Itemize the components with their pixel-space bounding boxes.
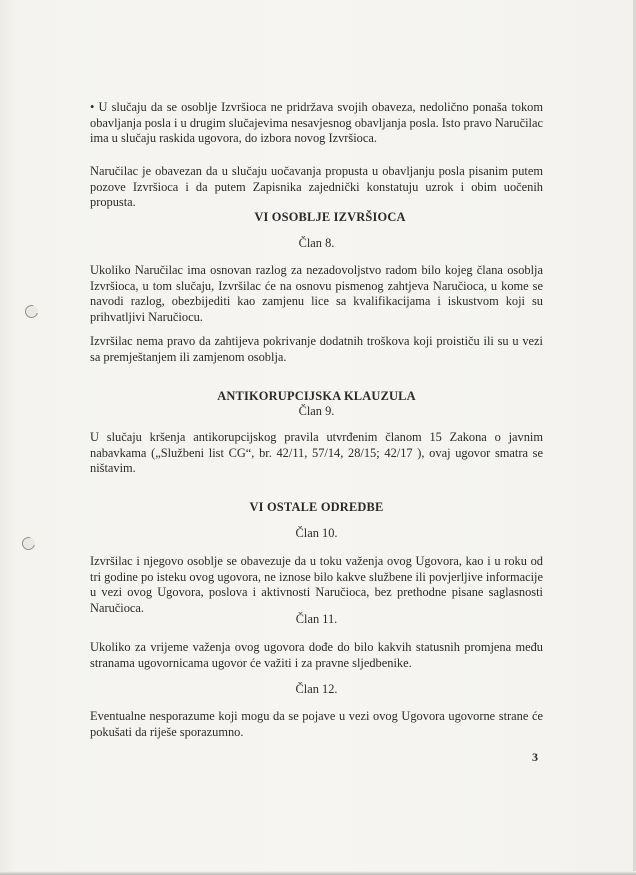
article-8-title: Član 8.	[298, 236, 335, 250]
paragraph-client-obligation: Naručilac je obavezan da u slučaju uočavanja propusta u obavljanju posla pisanim putem pozove Izvršioca i da putem Zapisnika zajednički konstatuju uzrok i obim uočenih propusta.	[90, 164, 543, 209]
paragraph-anticorruption: U slučaju kršenja antikorupcijskog pravila utvrđenim članom 15 Zakona o javnim nabavkama („Službeni list CG“, br. 42/11, 57/14, 28/15; 42/17 ), ovaj ugovor smatra se ništavim.	[90, 430, 543, 475]
paragraph-disputes: Eventualne nesporazume koji mogu da se pojave u vezi ovog Ugovora ugovorne strane će pokušati da riješe sporazumno.	[90, 709, 543, 739]
paragraph-confidentiality: Izvršilac i njegovo osoblje se obavezuje da u toku važenja ovog Ugovora, kao i u roku od tri godine po isteku ovog ugovora, ne iznose bilo kakve službene ili povjerljive informacije u vezi ovog Ugovora, poslova i aktivnosti Naručioca, bez prethodne pisane saglasnosti Naručioca.	[90, 554, 543, 615]
paragraph-staff-replacement: Ukoliko Naručilac ima osnovan razlog za nezadovoljstvo radom bilo kojeg člana osoblja Izvršioca, u tom slučaju, Izvršilac će na osnovu pismenog zahtjeva Naručioca, u kome se navodi razlog, obezbijediti kao zamjenu lice sa kvalifikacijama i iskustvom koji su prihvatljivi Naručiocu.	[90, 263, 543, 324]
heading-other-provisions: VI OSTALE ODREDBE	[249, 500, 384, 514]
punch-hole-mark	[23, 303, 41, 321]
punch-hole-mark	[20, 535, 38, 553]
heading-staff: VI OSOBLJE IZVRŠIOCA	[254, 210, 406, 224]
show-through-text	[283, 150, 286, 162]
paragraph-staff-obligations: • U slučaju da se osoblje Izvršioca ne pridržava svojih obaveza, nedolično ponaša tokom obavljanja posla i u drugim slučajevima nesavjesnog obavljanja posla. Isto pravo Naručilac ima u slučaju raskida ugovora, do izbora novog Izvršioca.	[90, 100, 543, 145]
heading-anticorruption: ANTIKORUPCIJSKA KLAUZULA	[217, 389, 416, 403]
paragraph-status-changes: Ukoliko za vrijeme važenja ovog ugovora dođe do bilo kakvih statusnih promjena među stranama ugovornicama ugovor će važiti i za pravne sljedbenike.	[90, 640, 543, 670]
page-number: 3	[532, 750, 538, 764]
article-9-title: Član 9.	[298, 404, 335, 418]
paragraph-no-extra-costs: Izvršilac nema pravo da zahtijeva pokrivanje dodatnih troškova koji proističu ili su u vezi sa premještanjem ili zamjenom osoblja.	[90, 334, 543, 364]
article-10-title: Član 10.	[295, 526, 338, 540]
article-12-title: Član 12.	[295, 682, 338, 696]
article-11-title: Član 11.	[295, 612, 338, 626]
page-bottom-edge	[0, 871, 636, 875]
